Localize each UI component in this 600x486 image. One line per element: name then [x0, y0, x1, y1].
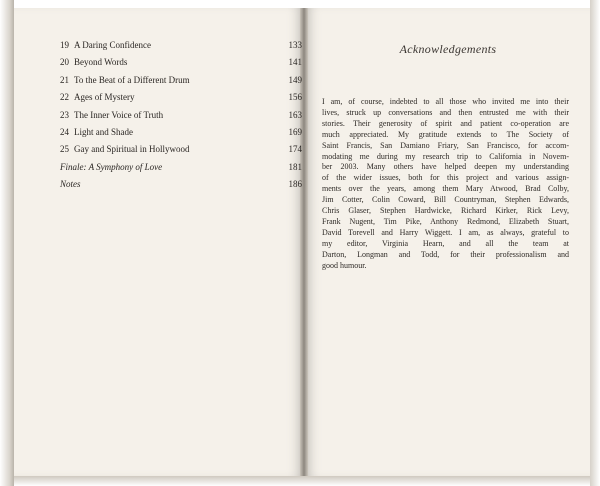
toc-entry	[60, 75, 302, 92]
toc-page-number: 186	[288, 179, 302, 190]
toc-entry	[60, 40, 302, 57]
book-edge-right	[590, 0, 600, 486]
table-of-contents	[60, 40, 302, 197]
toc-chapter-number: 25	[60, 144, 69, 155]
text-line: of the wider issues, both for this project and various assign-	[322, 173, 569, 183]
toc-page-number: 174	[288, 144, 302, 155]
text-line: Darton, Longman and Todd, for their professionalism and	[322, 249, 569, 259]
toc-entry-notes	[60, 179, 302, 196]
toc-page-number: 141	[288, 57, 302, 68]
toc-entry	[60, 92, 302, 109]
toc-finale-title: Finale: A Symphony of Love	[60, 161, 163, 172]
text-line: much appreciated. My gratitude extends to The Society of	[322, 129, 569, 139]
text-line: Saint Francis, San Damiano Friary, San Francisco, for accom-	[322, 140, 569, 150]
toc-page-number: 181	[288, 161, 302, 172]
book-edge-bottom	[14, 476, 590, 486]
text-line: good humour.	[322, 260, 367, 270]
text-line: lives, struck up conversations and then entrusted me with their	[322, 107, 569, 117]
text-line: my editor, Virginia Hearn, and all the team at	[322, 238, 569, 248]
toc-entry	[60, 127, 302, 144]
toc-page-number: 156	[288, 92, 302, 103]
toc-chapter-number: 23	[60, 109, 69, 120]
text-line: Chris Glaser, Stephen Hardwicke, Richard Kirker, Rick Levy,	[322, 206, 569, 216]
toc-entry	[60, 110, 302, 127]
toc-page-number: 133	[288, 40, 302, 50]
toc-entry	[60, 57, 302, 74]
toc-chapter-title: The Inner Voice of Truth	[74, 109, 164, 120]
toc-chapter-title: Gay and Spiritual in Hollywood	[74, 144, 190, 155]
toc-entry	[60, 144, 302, 161]
text-line: ber 2003. Many others have helped deepen my understanding	[322, 162, 569, 172]
toc-chapter-title: Beyond Words	[74, 57, 128, 68]
text-line: I am, of course, indebted to all those who invited me into their	[322, 97, 569, 106]
toc-page-number: 149	[288, 74, 302, 85]
toc-chapter-number: 24	[60, 126, 69, 137]
toc-page-number: 163	[288, 109, 302, 120]
acknowledgements-text	[322, 97, 569, 272]
toc-page-number: 169	[288, 126, 302, 137]
toc-chapter-number: 20	[60, 57, 69, 68]
toc-chapter-title: A Daring Confidence	[74, 40, 151, 50]
text-line: stories. Their generosity of spirit and patient co-operation are	[322, 118, 569, 128]
toc-entry-finale	[60, 162, 302, 179]
toc-chapter-title: To the Beat of a Different Drum	[74, 74, 190, 85]
text-line: Frank Nugent, Tim Pike, Anthony Redmond, Elizabeth Stuart,	[322, 216, 569, 226]
book-edge-left	[0, 0, 14, 486]
toc-notes-title: Notes	[60, 179, 81, 190]
text-line: modating me during my research trip to California in Novem-	[322, 151, 569, 161]
text-line: David Torevell and Harry Wiggett. I am, as always, grateful to	[322, 227, 569, 237]
toc-chapter-title: Light and Shade	[74, 126, 133, 137]
acknowledgements-heading: Acknowledgements	[399, 42, 497, 56]
text-line: ments over the years, among them Mary Atwood, Brad Colby,	[322, 184, 569, 194]
toc-chapter-number: 19	[60, 40, 69, 50]
toc-chapter-title: Ages of Mystery	[74, 92, 135, 103]
toc-chapter-number: 21	[60, 74, 69, 85]
text-line: Jim Cotter, Colin Coward, Bill Countryman, Stephen Edwards,	[322, 195, 569, 205]
toc-chapter-number: 22	[60, 92, 69, 103]
